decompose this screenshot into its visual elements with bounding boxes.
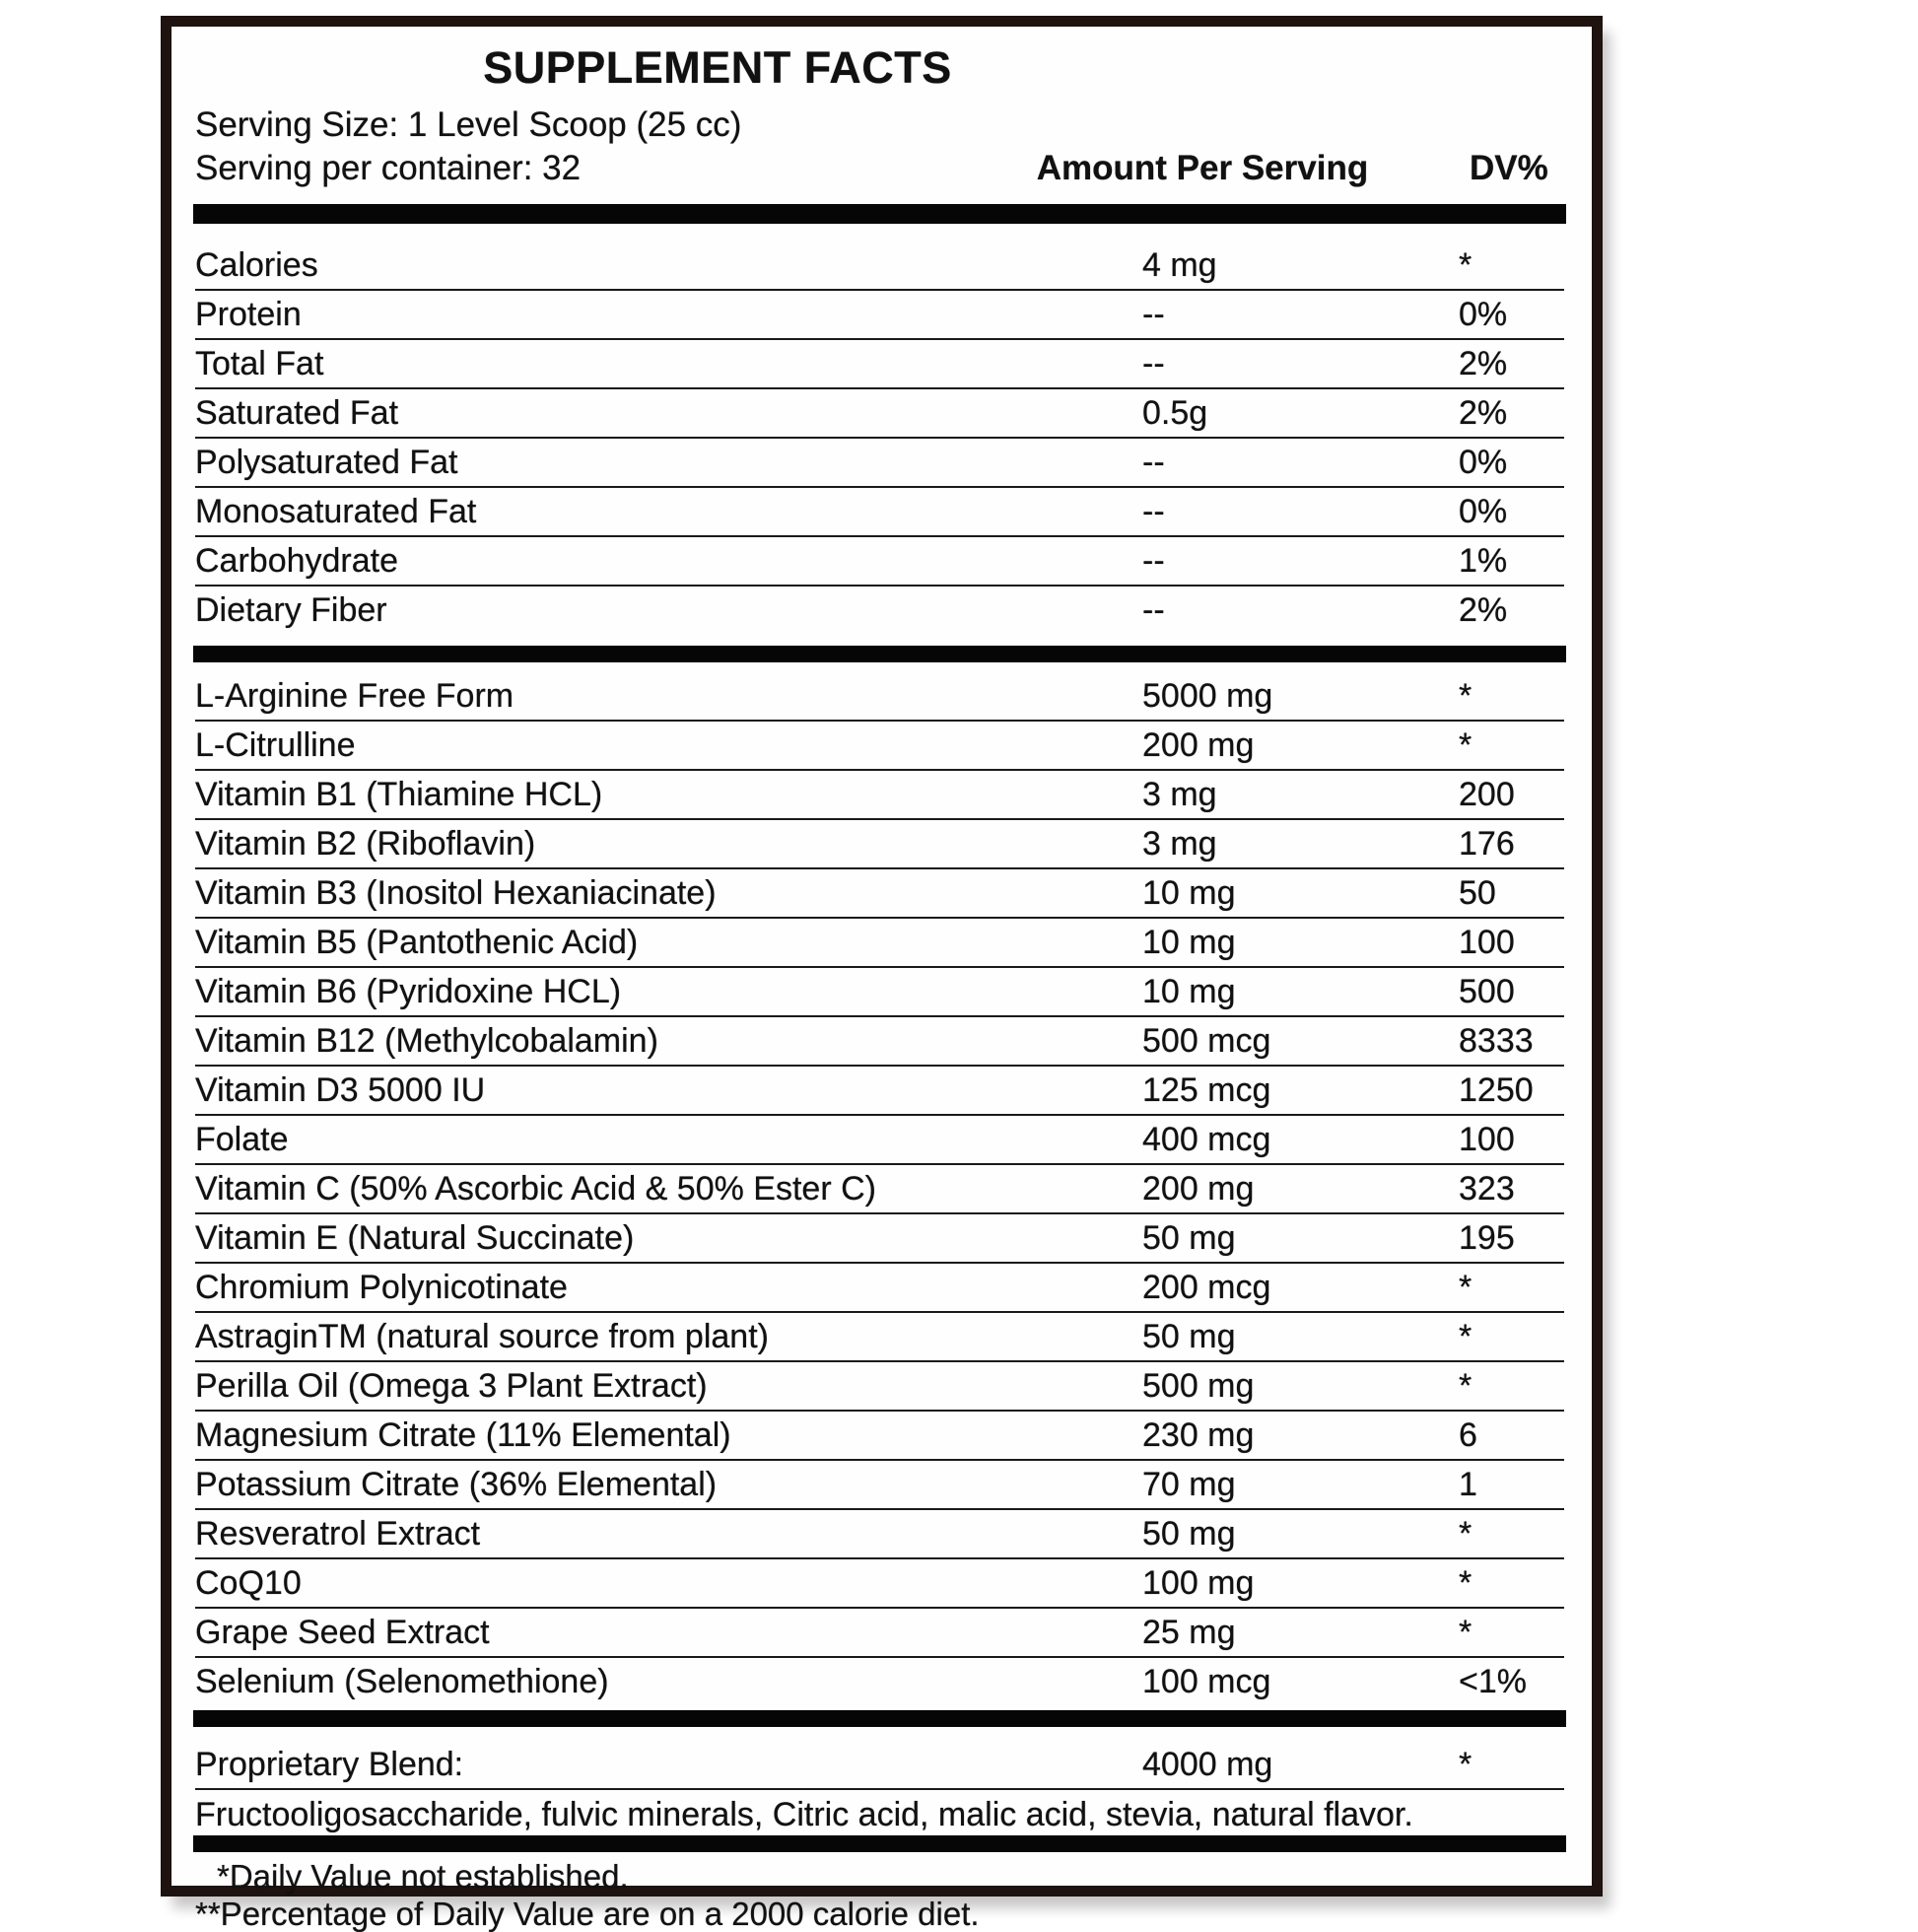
macronutrients-section bbox=[195, 224, 1564, 634]
nutrient-name: Vitamin C (50% Ascorbic Acid & 50% Ester C) bbox=[195, 1169, 876, 1208]
nutrient-row bbox=[195, 1741, 1564, 1790]
nutrient-dv: * bbox=[1459, 1563, 1473, 1602]
nutrient-dv: * bbox=[1459, 1268, 1473, 1306]
nutrient-row bbox=[195, 1559, 1564, 1609]
nutrient-amount: 3 mg bbox=[1142, 824, 1217, 862]
nutrient-amount: 10 mg bbox=[1142, 972, 1236, 1010]
nutrient-amount: 50 mg bbox=[1142, 1514, 1236, 1552]
nutrient-name: Saturated Fat bbox=[195, 393, 399, 432]
nutrient-amount: 230 mg bbox=[1142, 1415, 1255, 1454]
nutrient-row bbox=[195, 820, 1564, 869]
nutrient-row bbox=[195, 537, 1564, 586]
nutrient-dv: * bbox=[1459, 1745, 1473, 1783]
nutrient-row bbox=[195, 488, 1564, 537]
nutrient-dv: 50 bbox=[1459, 873, 1496, 912]
nutrient-row bbox=[195, 1609, 1564, 1658]
nutrient-amount: 3 mg bbox=[1142, 775, 1217, 813]
nutrient-row bbox=[195, 242, 1564, 291]
nutrient-amount: -- bbox=[1142, 295, 1165, 333]
nutrient-name: Magnesium Citrate (11% Elemental) bbox=[195, 1415, 731, 1454]
nutrient-row bbox=[195, 1510, 1564, 1559]
nutrient-dv: <1% bbox=[1459, 1662, 1527, 1700]
nutrient-row bbox=[195, 1412, 1564, 1461]
nutrient-name: Vitamin B12 (Methylcobalamin) bbox=[195, 1021, 658, 1060]
nutrient-amount: 4 mg bbox=[1142, 245, 1217, 284]
nutrient-name: Selenium (Selenomethione) bbox=[195, 1662, 609, 1700]
footnote: **Percentage of Daily Value are on a 2000 calorie diet. bbox=[195, 1896, 980, 1932]
nutrient-name: Potassium Citrate (36% Elemental) bbox=[195, 1465, 718, 1503]
nutrient-name: L-Citrulline bbox=[195, 725, 356, 764]
nutrient-row bbox=[195, 672, 1564, 722]
nutrient-dv: 100 bbox=[1459, 923, 1515, 961]
nutrient-name: Polysaturated Fat bbox=[195, 443, 458, 481]
supplement-facts-title: SUPPLEMENT FACTS bbox=[483, 42, 952, 93]
nutrient-amount: -- bbox=[1142, 541, 1165, 580]
nutrient-name: Perilla Oil (Omega 3 Plant Extract) bbox=[195, 1366, 708, 1405]
nutrient-name: Chromium Polynicotinate bbox=[195, 1268, 568, 1306]
dv-percent-header: DV% bbox=[1470, 149, 1548, 187]
nutrient-name: Vitamin B1 (Thiamine HCL) bbox=[195, 775, 603, 813]
nutrient-name: Vitamin B3 (Inositol Hexaniacinate) bbox=[195, 873, 717, 912]
nutrient-amount: -- bbox=[1142, 590, 1165, 629]
nutrient-dv: * bbox=[1459, 1366, 1473, 1405]
nutrient-name: Folate bbox=[195, 1120, 289, 1158]
footnotes bbox=[195, 1852, 1564, 1931]
nutrient-row bbox=[195, 389, 1564, 439]
nutrient-name: Calories bbox=[195, 245, 318, 284]
nutrient-row bbox=[195, 291, 1564, 340]
nutrient-amount: 100 mg bbox=[1142, 1563, 1255, 1602]
nutrient-amount: 100 mcg bbox=[1142, 1662, 1271, 1700]
nutrient-name: Vitamin E (Natural Succinate) bbox=[195, 1218, 635, 1257]
nutrient-dv: 195 bbox=[1459, 1218, 1515, 1257]
nutrient-row bbox=[195, 586, 1564, 634]
nutrient-name: CoQ10 bbox=[195, 1563, 302, 1602]
nutrient-amount: -- bbox=[1142, 492, 1165, 530]
nutrient-amount: 200 mg bbox=[1142, 725, 1255, 764]
nutrient-amount: 200 mg bbox=[1142, 1169, 1255, 1208]
nutrient-amount: 50 mg bbox=[1142, 1218, 1236, 1257]
nutrient-name: L-Arginine Free Form bbox=[195, 676, 514, 715]
nutrient-dv: * bbox=[1459, 725, 1473, 764]
nutrient-dv: 8333 bbox=[1459, 1021, 1534, 1060]
nutrient-dv: * bbox=[1459, 1317, 1473, 1355]
nutrient-amount: 125 mcg bbox=[1142, 1070, 1271, 1109]
nutrient-dv: 0% bbox=[1459, 443, 1508, 481]
nutrient-name: Protein bbox=[195, 295, 302, 333]
nutrient-amount: 10 mg bbox=[1142, 923, 1236, 961]
nutrient-dv: 100 bbox=[1459, 1120, 1515, 1158]
nutrient-name: Resveratrol Extract bbox=[195, 1514, 481, 1552]
nutrient-row bbox=[195, 722, 1564, 771]
nutrient-name: Vitamin B6 (Pyridoxine HCL) bbox=[195, 972, 622, 1010]
nutrient-amount: 400 mcg bbox=[1142, 1120, 1271, 1158]
nutrient-name: Vitamin B5 (Pantothenic Acid) bbox=[195, 923, 639, 961]
nutrient-row bbox=[195, 1116, 1564, 1165]
ingredients-section bbox=[195, 662, 1564, 1705]
nutrient-amount: 0.5g bbox=[1142, 393, 1208, 432]
amount-per-serving-header: Amount Per Serving bbox=[1036, 149, 1369, 187]
nutrient-row bbox=[195, 1313, 1564, 1362]
nutrient-dv: * bbox=[1459, 676, 1473, 715]
nutrient-dv: * bbox=[1459, 245, 1473, 284]
nutrient-dv: 500 bbox=[1459, 972, 1515, 1010]
nutrient-dv: 2% bbox=[1459, 590, 1508, 629]
nutrient-dv: 1250 bbox=[1459, 1070, 1534, 1109]
nutrient-dv: 1% bbox=[1459, 541, 1508, 580]
nutrient-amount: 10 mg bbox=[1142, 873, 1236, 912]
nutrient-row bbox=[195, 968, 1564, 1017]
section-divider-bar bbox=[193, 1835, 1566, 1852]
nutrient-row bbox=[195, 1067, 1564, 1116]
nutrient-amount: -- bbox=[1142, 443, 1165, 481]
nutrient-name: Carbohydrate bbox=[195, 541, 399, 580]
nutrient-name: Vitamin D3 5000 IU bbox=[195, 1070, 486, 1109]
nutrient-row bbox=[195, 919, 1564, 968]
nutrient-amount: 50 mg bbox=[1142, 1317, 1236, 1355]
nutrient-row bbox=[195, 1017, 1564, 1067]
nutrient-name: Grape Seed Extract bbox=[195, 1613, 490, 1651]
nutrient-dv: 0% bbox=[1459, 295, 1508, 333]
nutrient-dv: 323 bbox=[1459, 1169, 1515, 1208]
nutrient-dv: 1 bbox=[1459, 1465, 1477, 1503]
nutrient-name: Proprietary Blend: bbox=[195, 1745, 464, 1783]
nutrient-amount: 500 mg bbox=[1142, 1366, 1255, 1405]
nutrient-row bbox=[195, 1264, 1564, 1313]
nutrient-row bbox=[195, 1362, 1564, 1412]
proprietary-blend-section bbox=[195, 1727, 1564, 1790]
nutrient-dv: 200 bbox=[1459, 775, 1515, 813]
footnote: *Daily Value not established. bbox=[217, 1858, 629, 1895]
nutrient-amount: 25 mg bbox=[1142, 1613, 1236, 1651]
nutrient-name: AstraginTM (natural source from plant) bbox=[195, 1317, 769, 1355]
nutrient-row bbox=[195, 1658, 1564, 1705]
nutrient-dv: * bbox=[1459, 1514, 1473, 1552]
section-divider-bar bbox=[193, 646, 1566, 662]
nutrient-dv: 2% bbox=[1459, 393, 1508, 432]
nutrient-row bbox=[195, 1165, 1564, 1214]
table-header-row bbox=[195, 149, 1564, 188]
nutrient-amount: 70 mg bbox=[1142, 1465, 1236, 1503]
nutrient-row bbox=[195, 439, 1564, 488]
nutrient-amount: 500 mcg bbox=[1142, 1021, 1271, 1060]
proprietary-blend-description: Fructooligosaccharide, fulvic minerals, Citric acid, malic acid, stevia, natural flavor. bbox=[195, 1796, 1413, 1833]
nutrient-row bbox=[195, 771, 1564, 820]
nutrient-row bbox=[195, 869, 1564, 919]
nutrient-row bbox=[195, 340, 1564, 389]
nutrient-amount: 5000 mg bbox=[1142, 676, 1273, 715]
nutrient-amount: -- bbox=[1142, 344, 1165, 382]
nutrient-dv: 0% bbox=[1459, 492, 1508, 530]
supplement-facts-panel bbox=[161, 16, 1603, 1932]
nutrient-name: Vitamin B2 (Riboflavin) bbox=[195, 824, 536, 862]
nutrient-row bbox=[195, 1214, 1564, 1264]
section-divider-bar bbox=[193, 1710, 1566, 1727]
nutrient-dv: * bbox=[1459, 1613, 1473, 1651]
serving-size-line: Serving Size: 1 Level Scoop (25 cc) bbox=[195, 105, 742, 144]
nutrient-name: Dietary Fiber bbox=[195, 590, 387, 629]
nutrient-name: Monosaturated Fat bbox=[195, 492, 477, 530]
nutrient-dv: 2% bbox=[1459, 344, 1508, 382]
nutrient-amount: 4000 mg bbox=[1142, 1745, 1273, 1783]
nutrient-row bbox=[195, 1461, 1564, 1510]
nutrient-dv: 6 bbox=[1459, 1415, 1477, 1454]
nutrient-amount: 200 mcg bbox=[1142, 1268, 1271, 1306]
servings-per-container-line: Serving per container: 32 bbox=[195, 149, 582, 187]
section-divider-bar bbox=[193, 204, 1566, 224]
nutrient-dv: 176 bbox=[1459, 824, 1515, 862]
nutrient-name: Total Fat bbox=[195, 344, 324, 382]
